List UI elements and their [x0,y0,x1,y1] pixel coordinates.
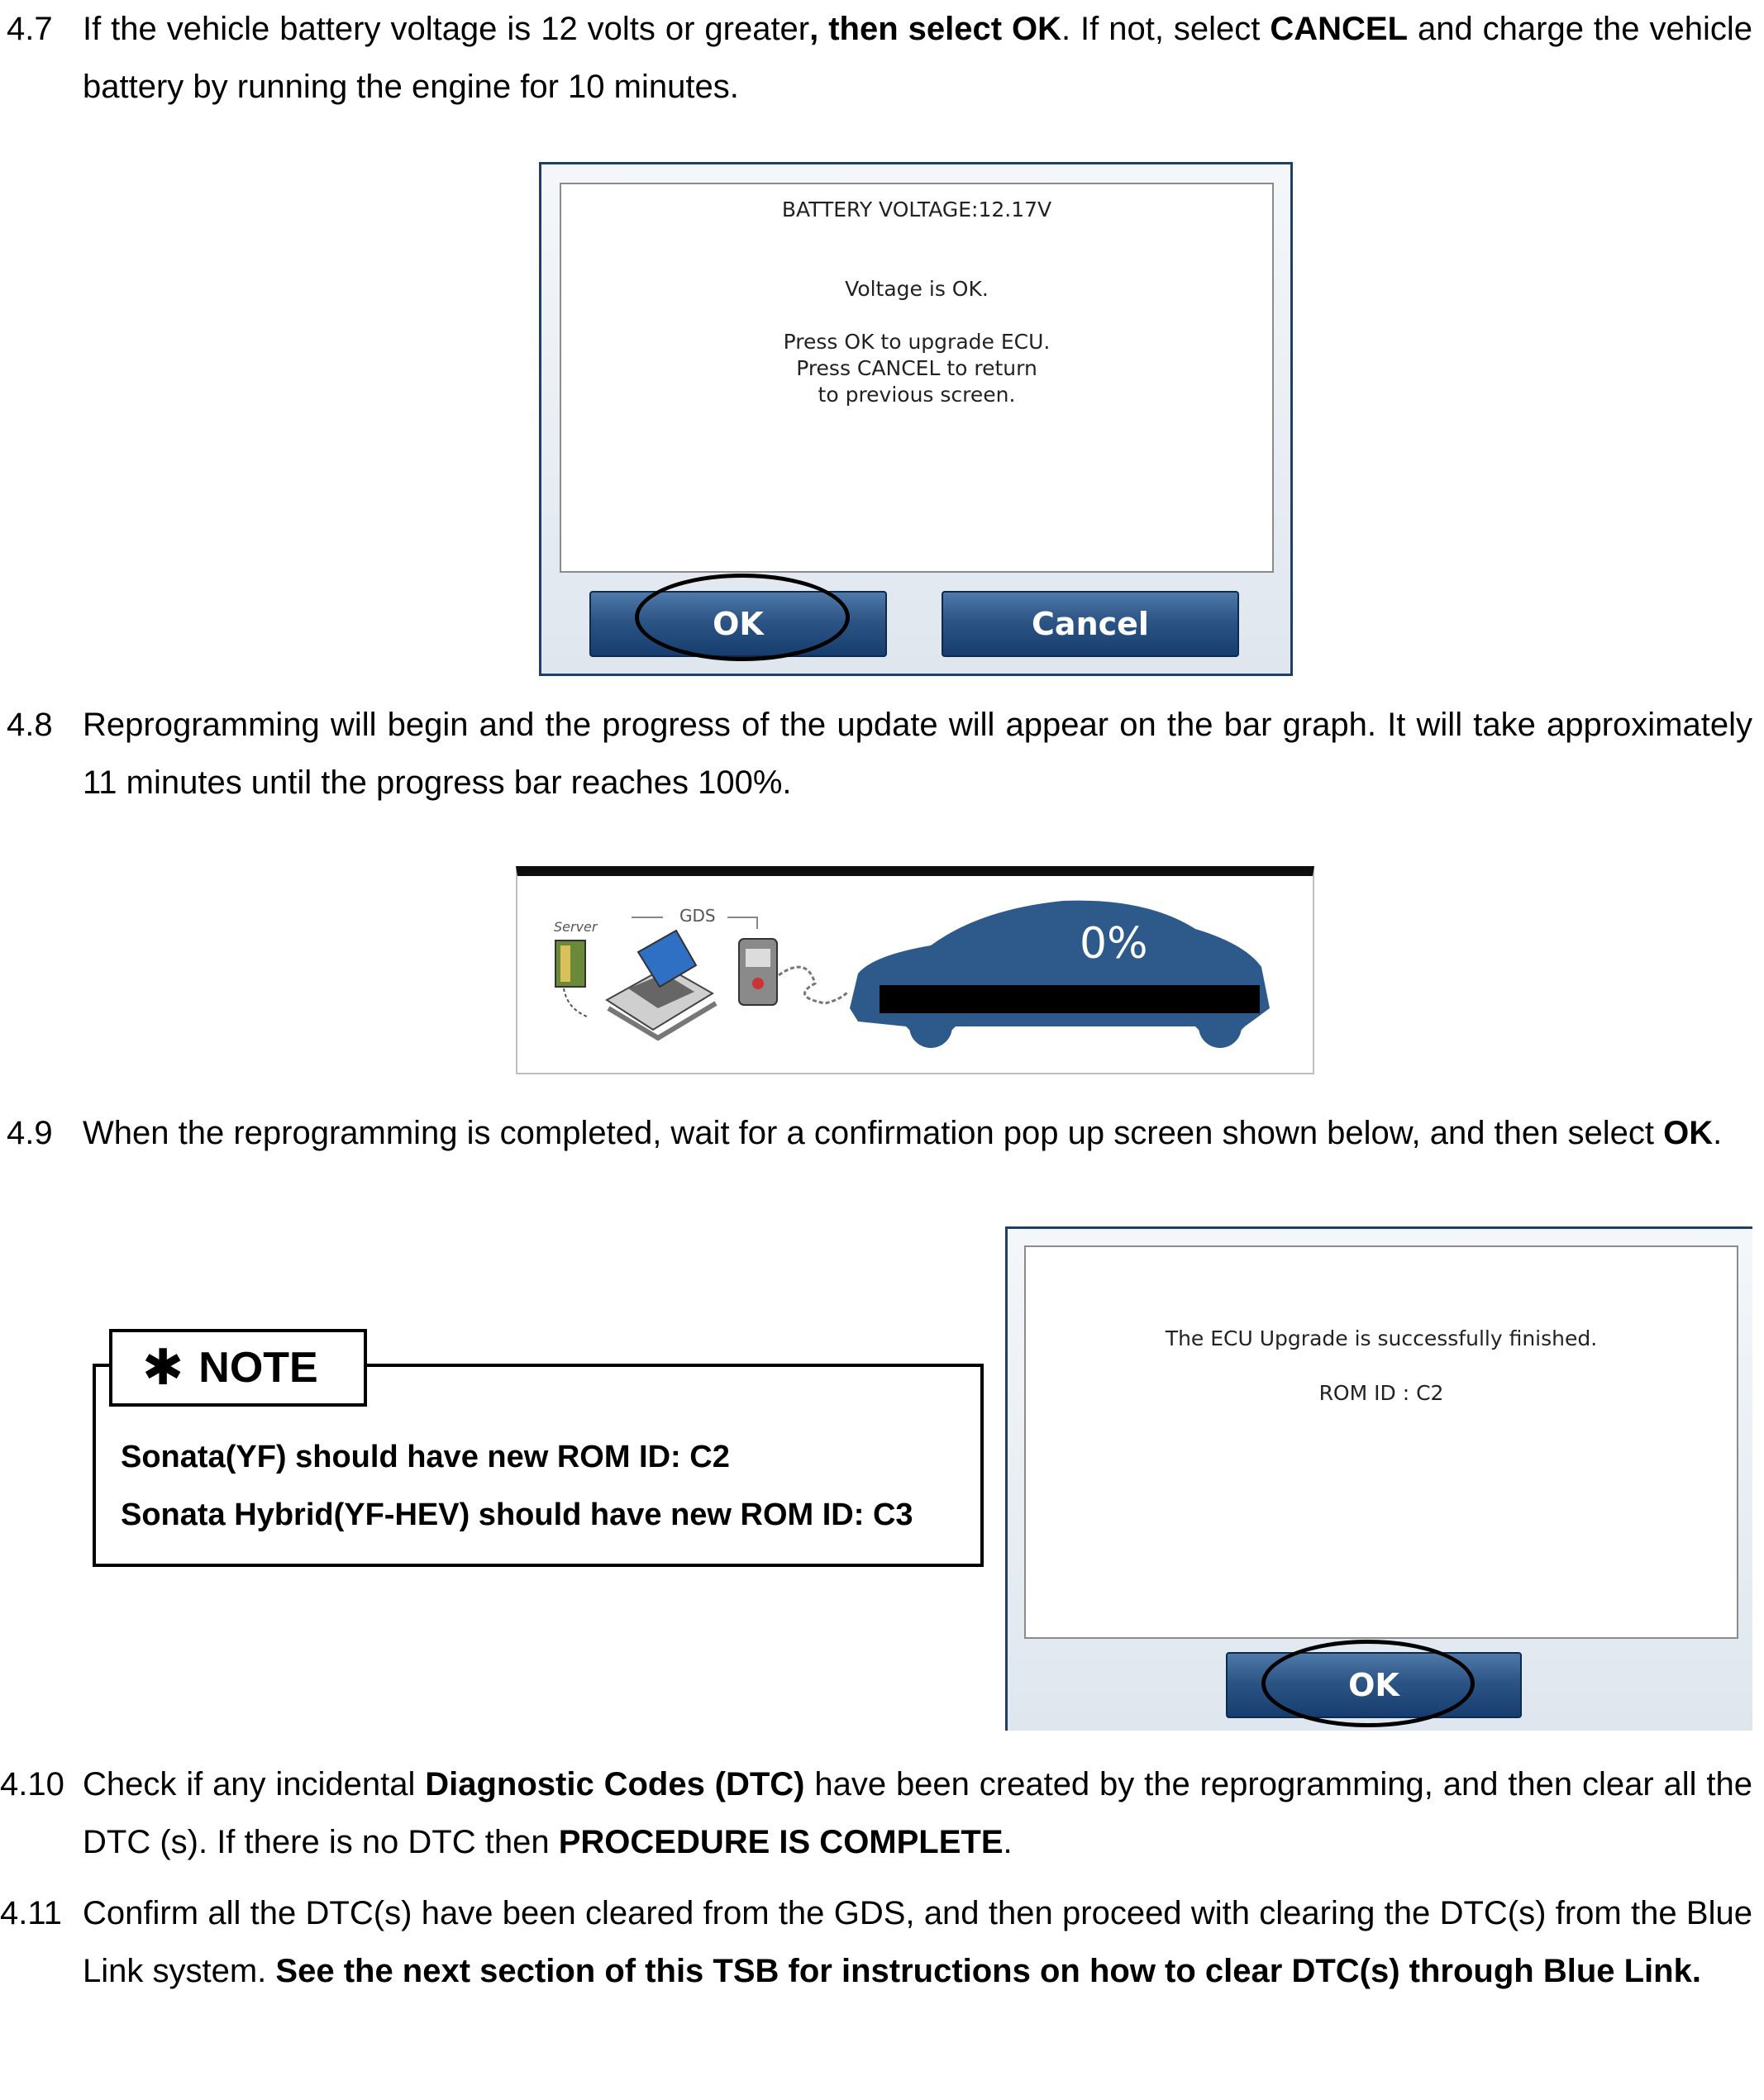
note-title: NOTE [198,1344,318,1392]
car-silhouette-icon [850,901,1270,1048]
laptop-icon [607,931,716,1038]
voltage-status: Voltage is OK. [845,277,989,301]
gds-label: GDS [679,906,716,926]
step-number: 4.8 [7,707,53,743]
instruction-line: Press CANCEL to return [796,356,1037,380]
progress-bar [880,985,1260,1013]
step-text: When the reprogramming is completed, wait for a confirmation pop up screen shown below, and then select OK. [83,1115,1723,1151]
dialog-message-panel [1024,1245,1738,1639]
cancel-button[interactable]: Cancel [942,591,1239,657]
instruction-line: Press OK to upgrade ECU. [783,330,1051,354]
step-text: If the vehicle battery voltage is 12 volts or greater, then select OK. If not, select CANCEL and charge the vehicle battery by running the engine for 10 minutes. [83,11,1752,105]
reprogramming-progress-figure [516,866,1314,1074]
gds-bracket-icon [632,917,757,929]
server-icon [555,940,587,1017]
dialog-message-panel [560,183,1274,573]
step-number: 4.10 [0,1766,64,1802]
server-label: Server [554,919,598,935]
rom-id-text: ROM ID : C2 [1318,1381,1444,1405]
ok-button[interactable]: OK [1226,1652,1522,1718]
step-number: 4.7 [7,11,53,47]
note-line: Sonata Hybrid(YF-HEV) should have new ROM ID: C3 [121,1498,913,1532]
note-line: Sonata(YF) should have new ROM ID: C2 [121,1440,730,1474]
step-text: Check if any incidental Diagnostic Codes (DTC) have been created by the reprogramming, and then clear all the DTC (s). If there is no DTC then PROCEDURE IS COMPLETE. [83,1766,1753,1860]
step-number: 4.9 [7,1115,53,1151]
step-text: Confirm all the DTC(s) have been cleared from the GDS, and then proceed with clearing the DTC(s) from the Blue Link system. See the next section of this TSB for instructions on how to clear DTC(s) through Blue Link. [83,1895,1752,1989]
asterisk-icon: ✱ [142,1340,184,1395]
ok-button[interactable]: OK [589,591,887,657]
upgrade-message: The ECU Upgrade is successfully finished. [1165,1326,1598,1350]
step-text: Reprogramming will begin and the progress of the update will appear on the bar graph. It will take approximately 11 minutes until the progress bar reaches 100%. [83,707,1752,801]
step-number: 4.11 [0,1895,62,1931]
note-title-tab [109,1329,367,1407]
connection-diagram [517,876,1313,1073]
instruction-line: to previous screen. [818,383,1016,407]
highlight-circle [635,574,850,661]
highlight-circle [1261,1640,1475,1727]
vci-device-icon [739,939,848,1005]
battery-voltage-header: BATTERY VOLTAGE:12.17V [781,198,1052,221]
progress-percent: 0% [1080,919,1148,969]
